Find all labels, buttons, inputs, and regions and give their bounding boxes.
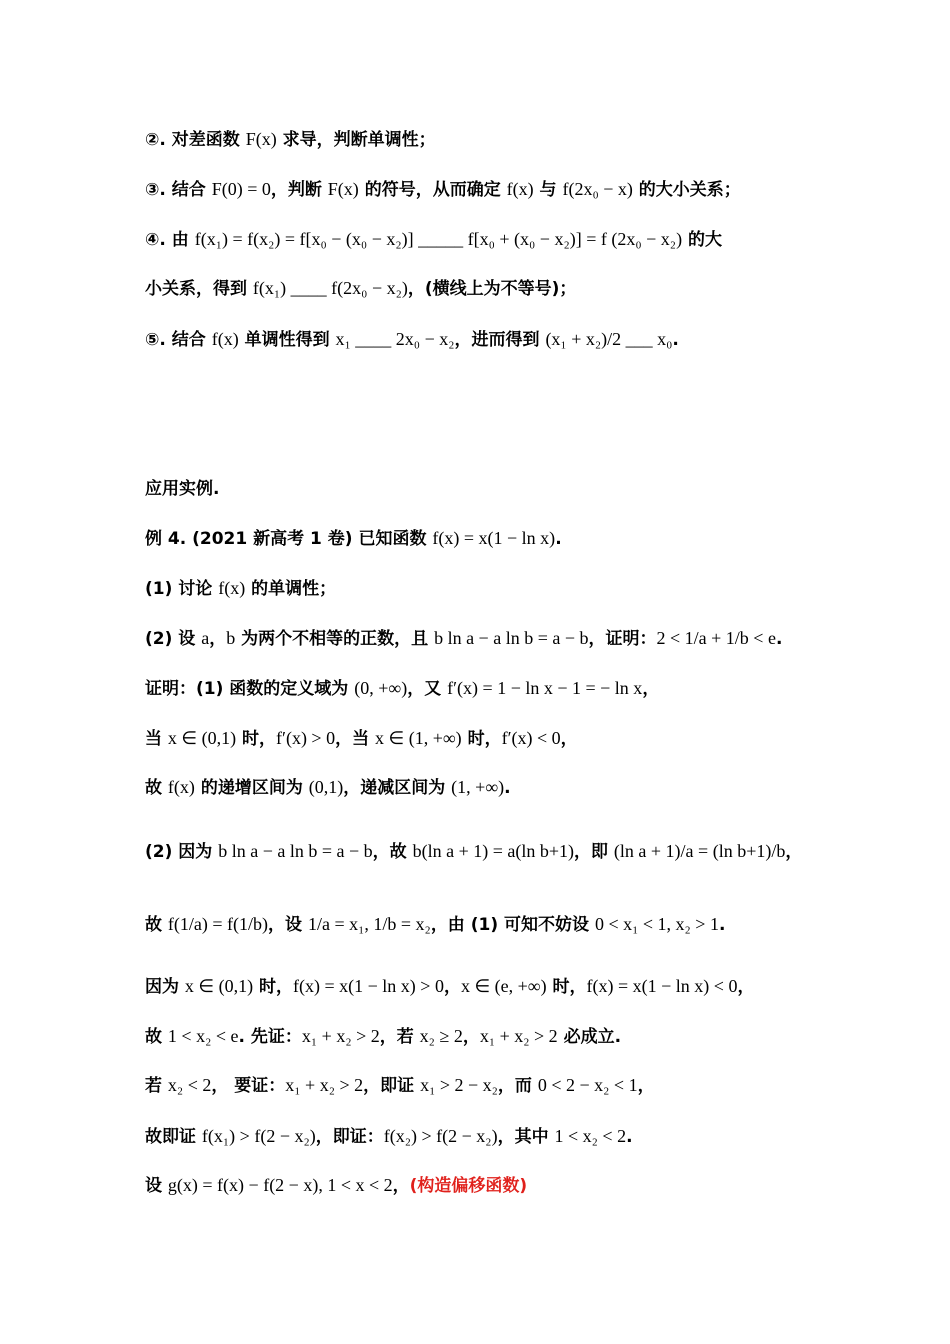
math-expression: 1/a = x₁, 1/b = x₂: [307, 914, 431, 934]
text-segment: ，进而得到: [454, 330, 546, 350]
proof-line-3: [145, 773, 511, 802]
text-segment: 证明：(1) 函数的定义域为: [145, 679, 355, 699]
math-expression: x ∈ (1, +∞): [375, 728, 462, 748]
text-segment: 当: [145, 729, 168, 749]
math-expression: x₂ < 2: [167, 1075, 212, 1095]
text-segment: (2) 因为: [145, 842, 219, 862]
text-segment: ，: [637, 1076, 655, 1096]
math-expression: f(x): [218, 578, 246, 598]
math-expression: (0, +∞): [354, 678, 408, 698]
math-expression: f(x): [506, 179, 534, 199]
math-expression: x₂ ≥ 2: [419, 1026, 463, 1046]
math-expression: b ln a − a ln b = a − b: [434, 628, 589, 648]
text-segment: 时，: [546, 977, 587, 997]
text-segment: ，: [392, 1176, 410, 1196]
text-segment: (1) 讨论: [145, 579, 219, 599]
proof-line-5: [145, 910, 725, 939]
text-segment: ， 要证：: [211, 1076, 286, 1096]
math-expression: 1 < x₂ < 2: [554, 1126, 627, 1146]
text-segment: ，: [560, 729, 578, 749]
math-expression: 2 < 1/a + 1/b < e: [656, 628, 776, 648]
text-segment: 为两个不相等的正数，且: [235, 629, 435, 649]
text-segment: ，即证：: [315, 1127, 384, 1147]
text-segment: .: [775, 629, 783, 649]
text-segment: ，: [462, 1027, 480, 1047]
text-segment: 故即证: [145, 1127, 202, 1147]
text-segment: 必成立.: [557, 1027, 622, 1047]
text-segment: ，(横线上为不等号)；: [407, 279, 577, 299]
proof-line-2: [145, 724, 578, 753]
math-expression: (1, +∞): [451, 777, 505, 797]
math-expression: f(x) = x(1 − ln x) < 0: [586, 976, 738, 996]
text-segment: 故: [145, 1027, 168, 1047]
step-4-continued-line: [145, 274, 576, 303]
text-segment: ，即证: [363, 1076, 421, 1096]
text-segment: 时，: [236, 729, 277, 749]
text-segment: .: [504, 778, 511, 798]
text-segment: ⑤. 结合: [145, 330, 212, 350]
math-expression: x₁ > 2 − x₂: [420, 1075, 498, 1095]
math-expression: (0,1): [308, 777, 344, 797]
text-segment: .: [672, 330, 679, 350]
text-segment: 求导，判断单调性；: [276, 130, 436, 150]
text-segment: 的单调性；: [245, 579, 337, 599]
text-segment: ，: [642, 679, 660, 699]
math-expression: F(0) = 0: [211, 179, 271, 199]
text-segment: 因为: [145, 977, 185, 997]
question-2: [145, 624, 782, 653]
math-expression: f(x): [211, 329, 239, 349]
math-expression: F(x): [245, 129, 277, 149]
proof-line-9: [145, 1122, 633, 1151]
text-segment: ，: [785, 842, 803, 862]
math-expression: f(x): [167, 777, 195, 797]
math-expression: x₁ + x₂ > 2: [301, 1026, 380, 1046]
text-segment: 的大小关系；: [632, 180, 741, 200]
question-1: [145, 574, 336, 603]
math-expression: f(x₁) = f(x₂) = f[x₀ − (x₀ − x₂)] _____ f[x₀ + (x₀ − x₂)] = f (2x₀ − x₂): [194, 229, 683, 249]
proof-line-8: [145, 1071, 655, 1100]
text-segment: ，递减区间为: [343, 778, 452, 798]
math-expression: b(ln a + 1) = a(ln b+1): [412, 841, 574, 861]
text-segment: ，若: [379, 1027, 420, 1047]
math-expression: f(x₁) > f(2 − x₂): [201, 1126, 316, 1146]
text-segment: (2) 设: [145, 629, 202, 649]
math-expression: f(1/a) = f(1/b): [167, 914, 269, 934]
text-segment: 时，: [253, 977, 294, 997]
text-segment: 的符号，从而确定: [358, 180, 507, 200]
math-expression: (x₁ + x₂)/2 ___ x₀: [545, 329, 673, 349]
step-5-line: [145, 325, 679, 354]
math-expression: a: [201, 628, 210, 648]
text-segment: 若: [145, 1076, 168, 1096]
math-expression: b ln a − a ln b = a − b: [218, 841, 373, 861]
text-segment: 与: [533, 180, 563, 200]
proof-line-1: [145, 674, 659, 703]
proof-line-4: [145, 837, 802, 866]
text-segment: .: [626, 1127, 633, 1147]
math-expression: 1 < x₂ < e: [167, 1026, 239, 1046]
text-segment: ，而: [497, 1076, 538, 1096]
text-segment: 的递增区间为: [194, 778, 309, 798]
math-expression: F(x): [327, 179, 359, 199]
text-segment: ②. 对差函数: [145, 130, 246, 150]
example-title: [145, 524, 562, 553]
text-segment: 设: [145, 1176, 168, 1196]
math-expression: f(x₁) ____ f(2x₀ − x₂): [252, 278, 408, 298]
text-segment: 单调性得到: [238, 330, 336, 350]
text-segment: ，又: [407, 679, 448, 699]
text-segment: ，即: [574, 842, 614, 862]
text-segment: 例 4. (2021 新高考 1 卷) 已知函数: [145, 529, 433, 549]
math-expression: f′(x) < 0: [501, 728, 561, 748]
math-expression: x₁ + x₂ > 2: [479, 1026, 558, 1046]
text-segment: ，: [209, 629, 227, 649]
math-expression: f′(x) = 1 − ln x − 1 = − ln x: [447, 678, 643, 698]
text-segment: 故: [145, 915, 168, 935]
text-segment: ④. 由: [145, 230, 195, 250]
section-heading: [145, 475, 219, 503]
math-expression: f(x) = x(1 − ln x) > 0: [293, 976, 444, 996]
red-note: (构造偏移函数): [409, 1176, 528, 1196]
text-segment: ，: [737, 977, 755, 997]
proof-line-7: [145, 1022, 621, 1051]
text-segment: 小关系，得到: [145, 279, 253, 299]
text-segment: ，: [443, 977, 461, 997]
text-segment: ③. 结合: [145, 180, 212, 200]
text-segment: 时，: [461, 729, 502, 749]
text-segment: ，判断: [270, 180, 328, 200]
math-expression: x ∈ (0,1): [184, 976, 254, 996]
math-expression: x ∈ (0,1): [167, 728, 237, 748]
text-segment: . 先证：: [238, 1027, 302, 1047]
step-3-line: [145, 175, 741, 204]
math-expression: b: [226, 628, 236, 648]
math-expression: (ln a + 1)/a = (ln b+1)/b: [613, 841, 786, 861]
math-expression: 0 < 2 − x₂ < 1: [537, 1075, 638, 1095]
step-2-line: [145, 125, 436, 154]
math-expression: f(x₂) > f(2 − x₂): [383, 1126, 498, 1146]
text-segment: ，当: [335, 729, 376, 749]
text-segment: 应用实例.: [145, 479, 220, 499]
text-segment: 的大: [682, 230, 722, 250]
math-expression: x₁ ____ 2x₀ − x₂: [335, 329, 455, 349]
math-expression: f(x) = x(1 − ln x): [432, 528, 556, 548]
text-segment: .: [718, 915, 726, 935]
text-segment: ，其中: [497, 1127, 555, 1147]
text-segment: ，由 (1) 可知不妨设: [430, 915, 595, 935]
math-expression: f(2x₀ − x): [562, 179, 633, 199]
text-segment: 故: [145, 778, 168, 798]
step-4-line: [145, 225, 722, 254]
proof-line-10: [145, 1171, 527, 1200]
text-segment: ，设: [268, 915, 308, 935]
math-expression: 0 < x₁ < 1, x₂ > 1: [594, 914, 719, 934]
proof-line-6: [145, 972, 754, 1001]
math-expression: g(x) = f(x) − f(2 − x), 1 < x < 2: [167, 1175, 393, 1195]
text-segment: ，证明：: [588, 629, 657, 649]
math-expression: x₁ + x₂ > 2: [285, 1075, 364, 1095]
math-expression: x ∈ (e, +∞): [460, 976, 547, 996]
text-segment: ，故: [372, 842, 413, 862]
math-expression: f′(x) > 0: [276, 728, 336, 748]
text-segment: .: [555, 529, 562, 549]
